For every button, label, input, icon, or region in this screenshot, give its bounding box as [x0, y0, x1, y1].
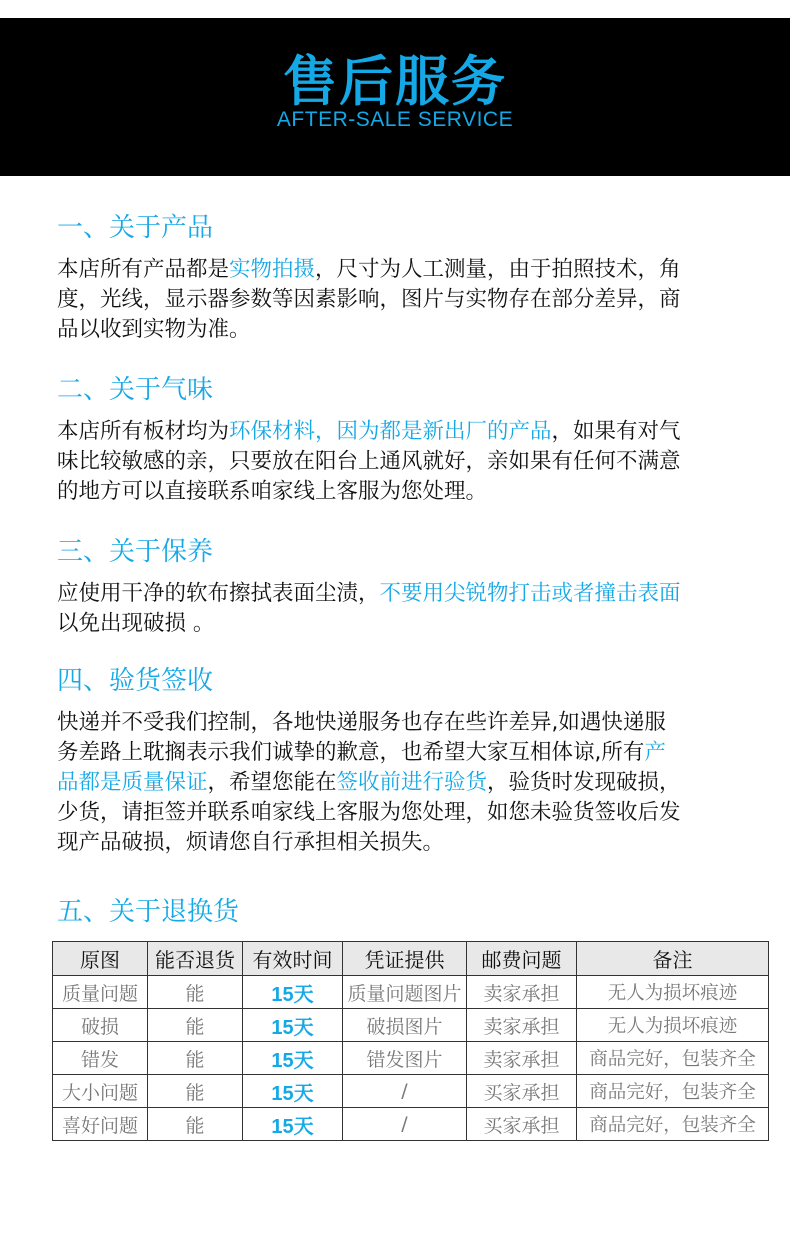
section-heading-smell: 二、关于气味	[57, 375, 214, 405]
table-cell: 商品完好，包装齐全	[577, 1108, 769, 1141]
table-row	[53, 1042, 769, 1075]
paragraph-line	[57, 285, 747, 315]
body-text: 应使用干净的软布擦拭表面尘渍，	[57, 581, 380, 606]
table-cell: 能	[148, 1009, 243, 1042]
section-heading-product: 一、关于产品	[57, 213, 214, 243]
body-text: ，尺寸为人工测量，由于拍照技术，角	[315, 257, 681, 282]
table-cell: 商品完好，包装齐全	[577, 1042, 769, 1075]
paragraph-line	[57, 417, 747, 447]
table-cell: 15天	[243, 1042, 343, 1075]
paragraph-line	[57, 828, 747, 858]
body-text: 少货，请拒签并联系咱家线上客服为您处理，如您未验货签收后发	[57, 800, 681, 825]
body-text: ，希望您能在	[207, 770, 337, 795]
paragraph-line	[57, 798, 747, 828]
returns-table	[52, 941, 769, 1141]
table-cell: 喜好问题	[53, 1108, 148, 1141]
body-text: 本店所有产品都是	[57, 257, 230, 282]
section-body-product	[57, 255, 747, 345]
table-cell: 能	[148, 1075, 243, 1108]
page-subtitle: AFTER-SALE SERVICE	[276, 108, 514, 131]
table-cell: 15天	[243, 1108, 343, 1141]
table-cell: 卖家承担	[467, 1042, 577, 1075]
table-header-row	[53, 942, 769, 976]
body-text: 快递并不受我们控制，各地快递服务也存在些许差异,如遇快递服	[57, 710, 666, 735]
highlighted-text: 环保材料，因为都是新出厂的产品	[229, 419, 552, 444]
highlighted-text: 不要用尖锐物打击或者撞击表面	[379, 581, 681, 606]
table-row	[53, 1108, 769, 1141]
column-header: 原图	[53, 942, 148, 976]
table-cell: 错发图片	[343, 1042, 467, 1075]
table-cell: 买家承担	[467, 1108, 577, 1141]
paragraph-line	[57, 477, 747, 507]
body-text: ，验货时发现破损，	[487, 770, 681, 795]
paragraph-line	[57, 768, 747, 798]
column-header: 有效时间	[243, 942, 343, 976]
body-text: 现产品破损，烦请您自行承担相关损失。	[57, 830, 445, 855]
paragraph-line	[57, 708, 747, 738]
paragraph-line	[57, 738, 747, 768]
section-heading-inspection: 四、验货签收	[57, 666, 214, 696]
table-cell: 15天	[243, 976, 343, 1009]
body-text: 度，光线，显示器参数等因素影响，图片与实物存在部分差异，商	[57, 287, 681, 312]
column-header: 能否退货	[148, 942, 243, 976]
paragraph-line	[57, 315, 747, 345]
table-row	[53, 976, 769, 1009]
table-row	[53, 1075, 769, 1108]
body-text: 以免出现破损 。	[57, 611, 215, 636]
table-cell: 能	[148, 1108, 243, 1141]
table-cell: 15天	[243, 1009, 343, 1042]
column-header: 邮费问题	[467, 942, 577, 976]
body-text: 务差路上耽搁表示我们诚挚的歉意，也希望大家互相体谅,所有	[57, 740, 645, 765]
section-body-smell	[57, 417, 747, 507]
paragraph-line	[57, 447, 747, 477]
table-cell: 破损	[53, 1009, 148, 1042]
table-cell: 质量问题	[53, 976, 148, 1009]
body-text: 本店所有板材均为	[57, 419, 230, 444]
section-body-inspection	[57, 708, 747, 858]
header-banner	[0, 18, 790, 176]
table-cell: 错发	[53, 1042, 148, 1075]
table-cell: 买家承担	[467, 1075, 577, 1108]
body-text: 味比较敏感的亲，只要放在阳台上通风就好，亲如果有任何不满意	[57, 449, 681, 474]
table-cell: 无人为损坏痕迹	[577, 976, 769, 1009]
table-cell: 能	[148, 976, 243, 1009]
table-row	[53, 1009, 769, 1042]
table-cell: 能	[148, 1042, 243, 1075]
table-cell: /	[343, 1075, 467, 1108]
highlighted-text: 签收前进行验货	[336, 770, 488, 795]
table-cell: 破损图片	[343, 1009, 467, 1042]
table-cell: 大小问题	[53, 1075, 148, 1108]
body-text: ，如果有对气	[551, 419, 681, 444]
table-cell: 质量问题图片	[343, 976, 467, 1009]
body-text: 品以收到实物为准。	[57, 317, 251, 342]
table-cell: /	[343, 1108, 467, 1141]
highlighted-text: 品都是质量保证	[57, 770, 208, 795]
table-cell: 无人为损坏痕迹	[577, 1009, 769, 1042]
section-heading-care: 三、关于保养	[57, 537, 214, 567]
table-cell: 卖家承担	[467, 976, 577, 1009]
column-header: 凭证提供	[343, 942, 467, 976]
column-header: 备注	[577, 942, 769, 976]
table-cell: 商品完好，包装齐全	[577, 1075, 769, 1108]
body-text: 的地方可以直接联系咱家线上客服为您处理。	[57, 479, 488, 504]
page-title: 售后服务	[283, 50, 507, 113]
highlighted-text: 产	[644, 740, 666, 765]
paragraph-line	[57, 609, 747, 639]
section-body-care	[57, 579, 747, 639]
highlighted-text: 实物拍摄	[229, 257, 316, 282]
table-cell: 15天	[243, 1075, 343, 1108]
paragraph-line	[57, 255, 747, 285]
section-heading-returns: 五、关于退换货	[57, 897, 240, 927]
table-cell: 卖家承担	[467, 1009, 577, 1042]
paragraph-line	[57, 579, 747, 609]
